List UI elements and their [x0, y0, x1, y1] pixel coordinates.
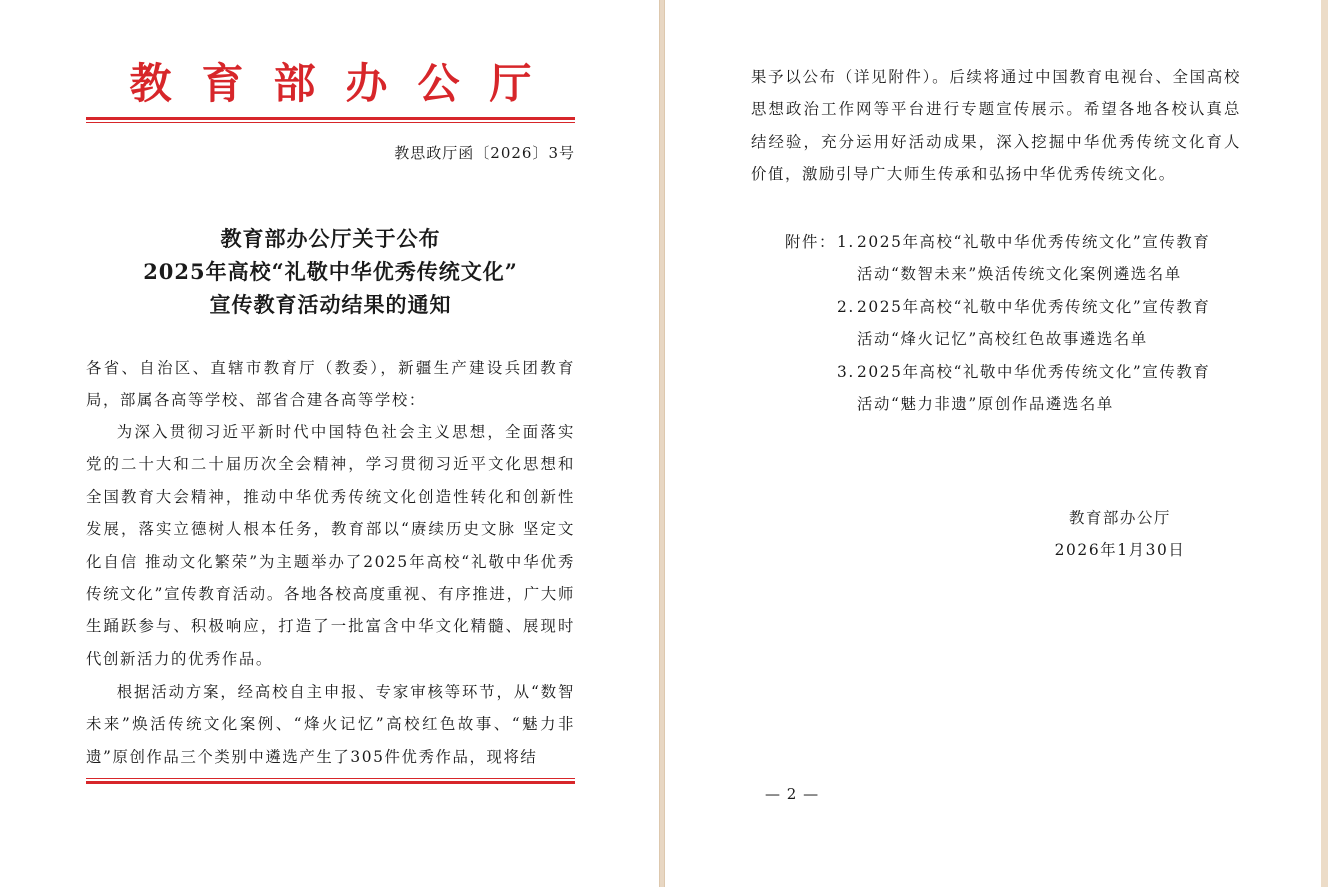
continuation-text: 果予以公布（详见附件）。后续将通过中国教育电视台、全国高校思想政治工作网等平台进行专题宣传展示。希望各地各校认真总结经验，充分运用好活动成果，深入挖掘中华优秀传统文化育人价值，激励引导广大师生传承和弘扬中华优秀传统文化。: [751, 68, 1241, 184]
signature-date: 2026年1月30日: [1054, 541, 1186, 560]
addressee: [86, 352, 575, 417]
body-continuation: [751, 61, 1241, 191]
document-number: 教思政厅函〔2026〕3号: [394, 144, 575, 162]
body-paragraph-1: [86, 416, 575, 675]
addressee-text: 各省、自治区、直辖市教育厅（教委），新疆生产建设兵团教育局，部属各高等学校、部省合建各高等学校：: [86, 359, 575, 410]
paragraph-2-text: 根据活动方案，经高校自主申报、专家审核等环节，从“数智未来”焕活传统文化案例、“烽火记忆”高校红色故事、“魅力非遗”原创作品三个类别中遴选产生了305件优秀作品，现将结: [86, 683, 575, 766]
body-paragraph-2: [86, 676, 575, 773]
document-page-left: [0, 0, 659, 887]
attachment-line: 2025年高校“礼敬中华优秀传统文化”宣传教育: [857, 233, 1211, 251]
attachment-line: 活动“魅力非遗”原创作品遴选名单: [857, 395, 1114, 414]
attachment-line: 活动“数智未来”焕活传统文化案例遴选名单: [857, 265, 1182, 284]
signature-organization: 教育部办公厅: [1069, 509, 1171, 527]
attachments-label: 附件：: [785, 233, 836, 251]
attachment-item-2: [785, 291, 1245, 356]
footer-red-rule: [86, 778, 575, 784]
page-number: — 2 —: [765, 785, 820, 803]
attachment-line: 活动“烽火记忆”高校红色故事遴选名单: [857, 330, 1148, 349]
document-page-right: [665, 0, 1321, 887]
attachment-line: 2025年高校“礼敬中华优秀传统文化”宣传教育: [857, 297, 1211, 316]
attachment-item-1: [785, 226, 1245, 291]
page-edge: [1321, 0, 1328, 887]
masthead-red-rule: [86, 117, 575, 123]
attachment-item-3: [785, 356, 1245, 421]
notice-title: [86, 222, 575, 321]
title-line-1: 教育部办公厅关于公布: [220, 226, 441, 251]
masthead-title: 教育部办公厅: [129, 59, 562, 108]
attachment-line: 2025年高校“礼敬中华优秀传统文化”宣传教育: [857, 362, 1211, 381]
attachment-number: 1.: [837, 233, 855, 251]
attachments-list: [785, 226, 1245, 420]
title-line-3: 宣传教育活动结果的通知: [209, 292, 452, 317]
attachment-number: 2.: [837, 297, 855, 316]
signature-block: [1030, 502, 1210, 567]
paragraph-1-text: 为深入贯彻习近平新时代中国特色社会主义思想，全面落实党的二十大和二十届历次全会精神，学习贯彻习近平文化思想和全国教育大会精神，推动中华优秀传统文化创造性转化和创新性发展，落实立德树人根本任务，教育部以“赓续历史文脉 坚定文化自信 推动文化繁荣”为主题举办了2025年高校“礼敬中华优秀传统文化”宣传教育活动。各地各校高度重视、有序推进，广大师生踊跃参与、积极响应，打造了一批富含中华文化精髓、展现时代创新活力的优秀作品。: [86, 423, 575, 668]
attachment-number: 3.: [837, 362, 855, 381]
title-line-2: 2025年高校“礼敬中华优秀传统文化”: [143, 259, 518, 284]
